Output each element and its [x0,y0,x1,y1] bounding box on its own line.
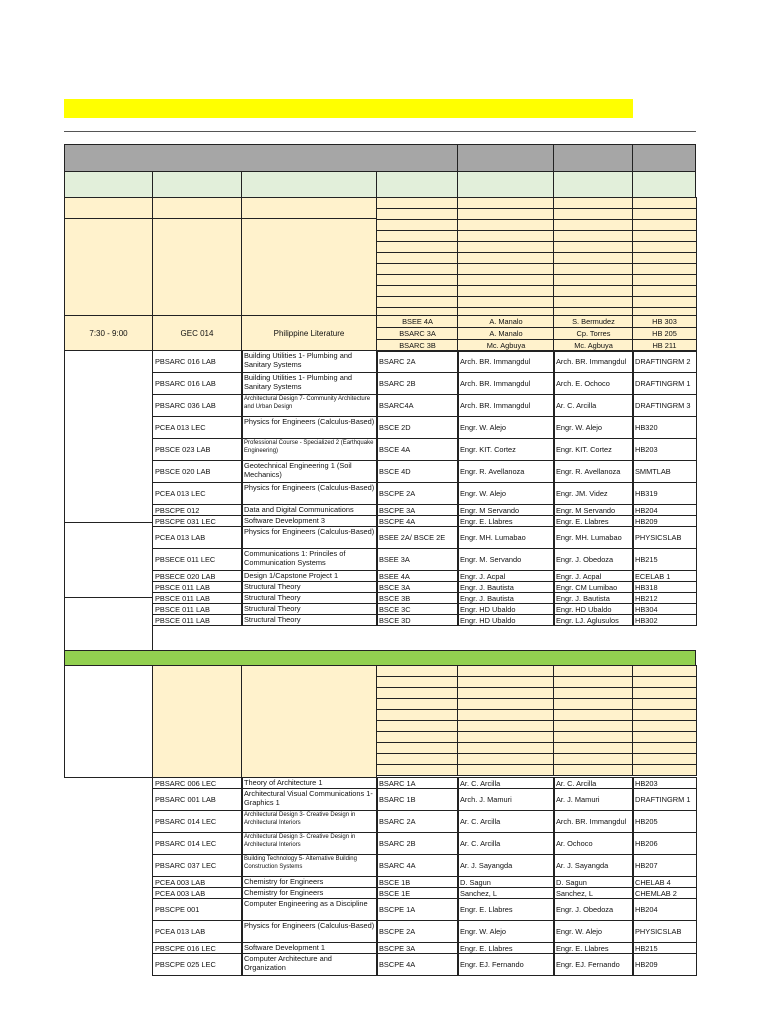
row-section-cell: BSEE 4A [376,570,459,582]
header-cell-alt [553,144,633,172]
subheader-cell [152,171,242,198]
empty-slot [241,197,377,219]
row-code-cell: PBSCPE 031 LEC [152,515,243,527]
row-room-cell: HB319 [632,482,697,505]
row-alt-cell: Engr. W. Alejo [553,416,634,439]
row-code-cell: PBSCPE 001 [152,898,243,921]
row-section-cell: BSCPE 2A [376,482,459,505]
row-section-cell: BSEE 3A [376,548,459,571]
row-code-cell: PBSCPE 012 [152,504,243,516]
row-alt-cell: Engr. M Servando [553,504,634,516]
subheader-cell [376,171,458,198]
row-prof-cell: Ar. C. Arcilla [457,832,555,855]
row-title-cell: Building Utilities 1- Plumbing and Sanitary Systems [241,350,378,373]
row-section-cell: BSCE 3B [376,592,459,604]
green-divider [64,650,696,666]
row-code-cell: PCEA 013 LEC [152,482,243,505]
row-room-cell: HB302 [632,614,697,626]
row-title-cell: Physics for Engineers (Calculus-Based) [241,482,378,505]
row-room-cell: HB215 [632,548,697,571]
row-room-cell: CHEMLAB 2 [632,887,697,899]
row-alt-cell: Engr. J. Acpal [553,570,634,582]
empty-slot [64,197,153,219]
row-room-cell: HB206 [632,832,697,855]
header-cell-room [632,144,696,172]
row-alt-cell: Ar. C. Arcilla [553,777,634,789]
row-alt-cell: Engr. E. Llabres [553,515,634,527]
row-title-cell: Architectural Design 7- Community Architecture and Urban Design [241,394,378,417]
block-730-room-cell: HB 205 [632,327,697,340]
row-prof-cell: Engr. J. Bautista [457,592,555,604]
block-730-prof-cell: A. Manalo [457,327,555,340]
row-prof-cell: Arch. BR. Immangdul [457,394,555,417]
row-prof-cell: Engr. J. Acpal [457,570,555,582]
row-code-cell: PBSECE 020 LAB [152,570,243,582]
row-section-cell: BSCPE 3A [376,942,459,954]
row-section-cell: BSCE 1B [376,876,459,888]
row-code-cell: PCEA 003 LAB [152,887,243,899]
row-prof-cell: Engr. EJ. Fernando [457,953,555,976]
row-section-cell: BSCE 4A [376,438,459,461]
row-alt-cell: Engr. KIT. Cortez [553,438,634,461]
row-title-cell: Structural Theory [241,581,378,593]
time-cell: 7:30 - 9:00 [64,315,153,351]
empty-slot [632,764,697,776]
row-alt-cell: Ar. C. Arcilla [553,394,634,417]
row-alt-cell: Engr. R. Avellanoza [553,460,634,483]
row-title-cell: Building Technology 5- Alternative Building Construction Systems [241,854,378,877]
empty-slot [457,764,555,776]
row-section-cell: BSCE 2D [376,416,459,439]
empty-slot [241,665,377,778]
row-section-cell: BSARC 2B [376,832,459,855]
row-section-cell: BSARC 2A [376,350,459,373]
empty-slot [64,218,153,316]
row-title-cell: Architectural Visual Communications 1- Graphics 1 [241,788,378,811]
row-code-cell: PCEA 013 LAB [152,526,243,549]
subheader-cell [553,171,633,198]
row-room-cell: HB215 [632,942,697,954]
row-prof-cell: Sanchez, L [457,887,555,899]
row-prof-cell: Engr. HD Ubaldo [457,614,555,626]
row-prof-cell: Engr. W. Alejo [457,482,555,505]
row-room-cell: PHYSICSLAB [632,526,697,549]
row-prof-cell: Engr. KIT. Cortez [457,438,555,461]
row-prof-cell: Engr. MH. Lumabao [457,526,555,549]
row-title-cell: Design 1/Capstone Project 1 [241,570,378,582]
row-section-cell: BSCPE 4A [376,953,459,976]
row-section-cell: BSCE 4D [376,460,459,483]
row-alt-cell: Engr. E. Llabres [553,942,634,954]
row-alt-cell: D. Sagun [553,876,634,888]
row-prof-cell: Ar. J. Sayangda [457,854,555,877]
row-section-cell: BSCPE 1A [376,898,459,921]
row-section-cell: BSCE 3C [376,603,459,615]
row-alt-cell: Engr. J. Obedoza [553,898,634,921]
row-prof-cell: Engr. HD Ubaldo [457,603,555,615]
row-prof-cell: Engr. M Servando [457,504,555,516]
row-section-cell: BSCPE 4A [376,515,459,527]
row-prof-cell: Arch. BR. Immangdul [457,372,555,395]
row-title-cell: Physics for Engineers (Calculus-Based) [241,416,378,439]
empty-slot [152,665,242,778]
subheader-cell [241,171,377,198]
row-code-cell: PBSARC 014 LEC [152,832,243,855]
block-730-room-cell: HB 303 [632,315,697,328]
row-code-cell: PBSARC 037 LEC [152,854,243,877]
row-alt-cell: Engr. J. Bautista [553,592,634,604]
row-alt-cell: Engr. HD Ubaldo [553,603,634,615]
row-code-cell: PBSARC 016 LAB [152,350,243,373]
row-title-cell: Software Development 1 [241,942,378,954]
time-cell-empty [64,522,153,598]
row-section-cell: BSARC 1A [376,777,459,789]
row-title-cell: Architectural Design 3- Creative Design in Architectural Interiors [241,832,378,855]
row-alt-cell: Sanchez, L [553,887,634,899]
row-prof-cell: Engr. W. Alejo [457,416,555,439]
time-cell-empty [64,665,153,778]
row-section-cell: BSARC4A [376,394,459,417]
row-code-cell: PBSCE 023 LAB [152,438,243,461]
empty-slot [376,764,459,776]
empty-slot [553,764,634,776]
row-code-cell: PBSCPE 025 LEC [152,953,243,976]
block-730-room-cell: HB 211 [632,339,697,352]
row-prof-cell: Arch. BR. Immangdul [457,350,555,373]
row-alt-cell: Arch. BR. Immangdul [553,350,634,373]
row-room-cell: ECELAB 1 [632,570,697,582]
row-section-cell: BSARC 1B [376,788,459,811]
row-title-cell: Chemistry for Engineers [241,876,378,888]
row-prof-cell: Engr. W. Alejo [457,920,555,943]
row-prof-cell: D. Sagun [457,876,555,888]
row-code-cell: PBSCE 011 LAB [152,581,243,593]
row-code-cell: PBSCE 011 LAB [152,614,243,626]
empty-slot [241,218,377,316]
row-section-cell: BSCPE 2A [376,920,459,943]
row-section-cell: BSARC 2B [376,372,459,395]
time-cell-empty [64,597,153,651]
empty-slot [152,197,242,219]
row-alt-cell: Engr. JM. Videz [553,482,634,505]
row-room-cell: SMMTLAB [632,460,697,483]
row-room-cell: HB204 [632,898,697,921]
subheader-cell [64,171,153,198]
row-room-cell: HB207 [632,854,697,877]
row-section-cell: BSCE 3D [376,614,459,626]
row-room-cell: HB203 [632,438,697,461]
row-title-cell: Structural Theory [241,614,378,626]
empty-slot [152,218,242,316]
row-prof-cell: Engr. R. Avellanoza [457,460,555,483]
row-prof-cell: Engr. E. Llabres [457,515,555,527]
row-room-cell: HB203 [632,777,697,789]
course-code-cell: GEC 014 [152,315,242,351]
row-room-cell: HB304 [632,603,697,615]
row-title-cell: Software Development 3 [241,515,378,527]
row-prof-cell: Engr. E. Llabres [457,942,555,954]
row-prof-cell: Ar. C. Arcilla [457,810,555,833]
row-room-cell: HB204 [632,504,697,516]
time-cell-empty [64,350,153,523]
row-title-cell: Physics for Engineers (Calculus-Based) [241,920,378,943]
row-room-cell: HB209 [632,515,697,527]
row-room-cell: DRAFTINGRM 1 [632,372,697,395]
row-alt-cell: Engr. EJ. Fernando [553,953,634,976]
row-title-cell: Physics for Engineers (Calculus-Based) [241,526,378,549]
row-alt-cell: Ar. Ochoco [553,832,634,855]
block-730-alt-cell: Cp. Torres [553,327,634,340]
row-section-cell: BSCPE 3A [376,504,459,516]
row-code-cell: PBSARC 006 LEC [152,777,243,789]
row-alt-cell: Engr. W. Alejo [553,920,634,943]
row-title-cell: Professional Course - Specialized 2 (Earthquake Engineering) [241,438,378,461]
row-room-cell: HB205 [632,810,697,833]
row-code-cell: PBSCPE 016 LEC [152,942,243,954]
course-title-cell: Philippine Literature [241,315,377,351]
block-730-section-cell: BSARC 3B [376,339,459,352]
row-title-cell: Computer Architecture and Organization [241,953,378,976]
row-code-cell: PCEA 003 LAB [152,876,243,888]
row-title-cell: Theory of Architecture 1 [241,777,378,789]
row-room-cell: HB320 [632,416,697,439]
row-alt-cell: Ar. J. Mamuri [553,788,634,811]
row-room-cell: PHYSICSLAB [632,920,697,943]
block-730-alt-cell: S. Bermudez [553,315,634,328]
row-section-cell: BSEE 2A/ BSCE 2E [376,526,459,549]
row-room-cell: CHELAB 4 [632,876,697,888]
row-title-cell: Geotechnical Engineering 1 (Soil Mechanics) [241,460,378,483]
block-730-section-cell: BSARC 3A [376,327,459,340]
subheader-cell [457,171,554,198]
row-code-cell: PBSARC 016 LAB [152,372,243,395]
row-alt-cell: Ar. J. Sayangda [553,854,634,877]
block-730-prof-cell: Mc. Agbuya [457,339,555,352]
row-section-cell: BSARC 2A [376,810,459,833]
row-room-cell: DRAFTINGRM 3 [632,394,697,417]
row-alt-cell: Engr. LJ. Aglusulos [553,614,634,626]
row-title-cell: Building Utilities 1- Plumbing and Sanitary Systems [241,372,378,395]
row-code-cell: PBSARC 001 LAB [152,788,243,811]
row-code-cell: PBSCE 020 LAB [152,460,243,483]
row-code-cell: PBSECE 011 LEC [152,548,243,571]
row-alt-cell: Arch. E. Ochoco [553,372,634,395]
row-title-cell: Data and Digital Communications [241,504,378,516]
row-code-cell: PCEA 013 LAB [152,920,243,943]
row-title-cell: Chemistry for Engineers [241,887,378,899]
row-code-cell: PBSCE 011 LAB [152,592,243,604]
row-room-cell: HB212 [632,592,697,604]
block-730-alt-cell: Mc. Agbuya [553,339,634,352]
row-prof-cell: Engr. E. Llabres [457,898,555,921]
row-title-cell: Communications 1: Princiles of Communication Systems [241,548,378,571]
row-alt-cell: Engr. J. Obedoza [553,548,634,571]
header-cell-main [64,144,458,172]
row-section-cell: BSCE 1E [376,887,459,899]
row-prof-cell: Ar. C. Arcilla [457,777,555,789]
row-alt-cell: Engr. MH. Lumabao [553,526,634,549]
row-section-cell: BSARC 4A [376,854,459,877]
row-alt-cell: Engr. CM Lumibao [553,581,634,593]
row-code-cell: PCEA 013 LEC [152,416,243,439]
row-title-cell: Structural Theory [241,603,378,615]
row-prof-cell: Engr. M. Servando [457,548,555,571]
row-room-cell: HB209 [632,953,697,976]
row-alt-cell: Arch. BR. Immangdul [553,810,634,833]
subheader-cell [632,171,696,198]
row-code-cell: PBSCE 011 LAB [152,603,243,615]
block-730-prof-cell: A. Manalo [457,315,555,328]
row-room-cell: DRAFTINGRM 2 [632,350,697,373]
row-room-cell: DRAFTINGRM 1 [632,788,697,811]
row-prof-cell: Engr. J. Bautista [457,581,555,593]
header-cell-prof [457,144,554,172]
row-title-cell: Architectural Design 3- Creative Design in Architectural Interiors [241,810,378,833]
block-730-section-cell: BSEE 4A [376,315,459,328]
row-title-cell: Structural Theory [241,592,378,604]
row-section-cell: BSCE 3A [376,581,459,593]
row-room-cell: HB318 [632,581,697,593]
row-prof-cell: Arch. J. Mamuri [457,788,555,811]
row-title-cell: Computer Engineering as a Discipline [241,898,378,921]
row-code-cell: PBSARC 036 LAB [152,394,243,417]
row-code-cell: PBSARC 014 LEC [152,810,243,833]
